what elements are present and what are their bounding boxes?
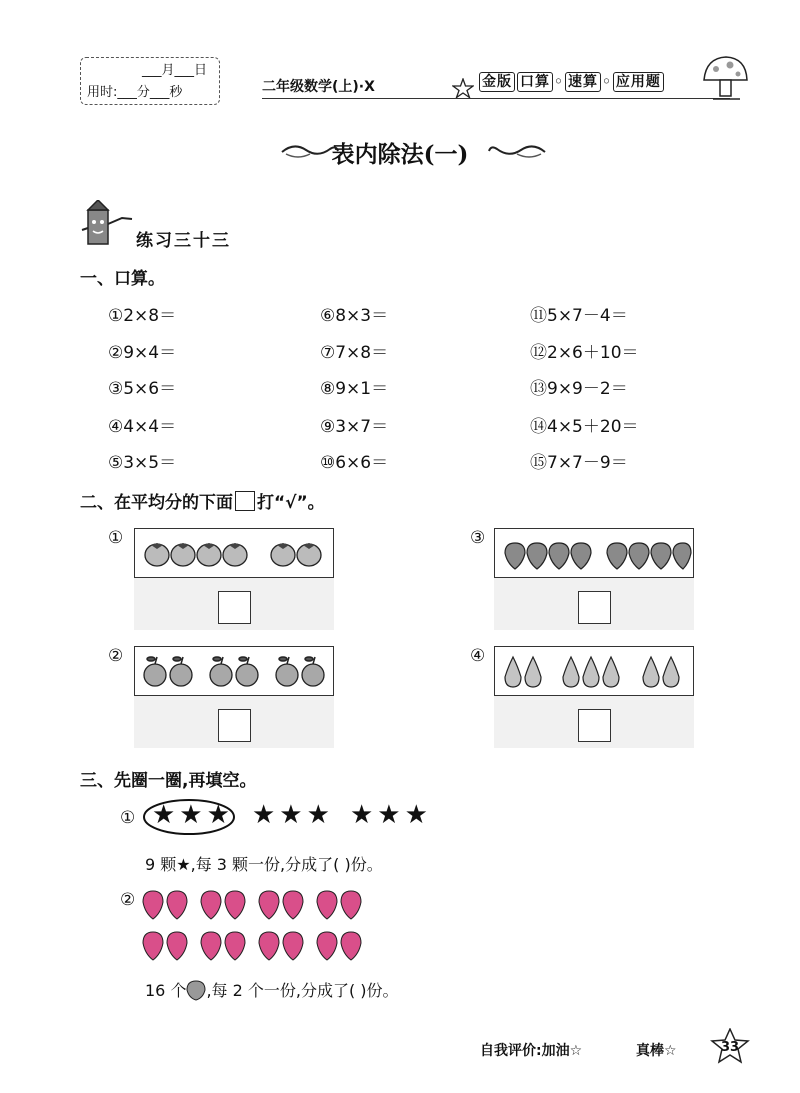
question-number: ② [120, 890, 136, 910]
section2-heading-post: 打“√”。 [257, 493, 325, 513]
question-number: ④ [470, 646, 486, 666]
pencil-mascot-icon [80, 200, 140, 250]
tomato-group-frame [134, 528, 334, 578]
oral-calc-item: ⑤3×5＝ [108, 453, 177, 473]
oral-calc-item: ⑮7×7－9＝ [530, 453, 628, 473]
header-rule [262, 98, 730, 99]
oral-calc-item: ⑦7×8＝ [320, 343, 389, 363]
oral-calc-item: ⑪5×7－4＝ [530, 306, 628, 326]
sentence-post: ,每 2 个一份,分成了( )份。 [206, 981, 399, 1000]
sentence-pre: 16 个 [145, 981, 187, 1000]
answer-checkbox[interactable] [578, 591, 611, 624]
question-number: ① [108, 528, 124, 548]
strawberry-icon [186, 979, 206, 1001]
self-evaluation: 自我评价:加油☆ [480, 1043, 583, 1059]
book-name: 二年级数学(上)·X [262, 79, 375, 95]
oral-calc-item: ③5×6＝ [108, 379, 177, 399]
oral-calc-item: ⑥8×3＝ [320, 306, 389, 326]
answer-checkbox[interactable] [218, 709, 251, 742]
oral-calc-item: ⑩6×6＝ [320, 453, 389, 473]
brand-series [478, 72, 665, 92]
star-group: ★★★ [152, 800, 234, 830]
mushroom-icon [700, 52, 750, 102]
brand-word: 速算 [565, 72, 601, 92]
strawberry-row-image [142, 926, 372, 966]
strawberry-row-image [142, 885, 372, 925]
question-number: ③ [470, 528, 486, 548]
oral-calc-item: ④4×4＝ [108, 417, 177, 437]
oral-calc-item: ⑨3×7＝ [320, 417, 389, 437]
apples-image [135, 647, 332, 694]
section2-heading-pre: 二、在平均分的下面 [80, 493, 233, 513]
date-line: ___月___日 [141, 63, 207, 78]
star-group: ★★★ [350, 800, 432, 830]
oral-calc-item: ⑬9×9－2＝ [530, 379, 628, 399]
brand-word: 金版 [479, 72, 515, 92]
brand-word: 应用题 [613, 72, 664, 92]
question-number: ① [120, 808, 136, 828]
flourish-right-icon [487, 140, 547, 162]
oral-calc-item: ⑫2×6＋10＝ [530, 343, 639, 363]
brand-separator: ◦ [554, 74, 564, 90]
brand-separator: ◦ [601, 74, 612, 90]
date-time-box [80, 57, 220, 105]
brand-word: 口算 [517, 72, 553, 92]
tomatoes-image [135, 529, 332, 576]
fill-in-sentence: 9 颗★,每 3 颗一份,分成了( )份。 [145, 855, 383, 874]
great-rating: 真棒☆ [636, 1043, 677, 1059]
answer-checkbox[interactable] [578, 709, 611, 742]
strawberries-image [495, 529, 692, 576]
time-line: 用时:___分___秒 [87, 85, 183, 100]
pear-group-frame [494, 646, 694, 696]
page-number: 33 [720, 1040, 740, 1055]
section1-heading: 一、口算。 [80, 269, 165, 289]
page-title: 表内除法(一) [331, 141, 469, 168]
question-number: ② [108, 646, 124, 666]
pears-image [495, 647, 692, 694]
star-group: ★★★ [252, 800, 334, 830]
answer-checkbox[interactable] [218, 591, 251, 624]
section2-heading [80, 488, 325, 513]
exercise-title: 练习三十三 [136, 231, 231, 251]
oral-calc-item: ⑧9×1＝ [320, 379, 389, 399]
oral-calc-item: ⑭4×5＋20＝ [530, 417, 639, 437]
apple-group-frame [134, 646, 334, 696]
star-icon [452, 78, 474, 98]
inline-checkbox-icon [235, 491, 255, 511]
section3-heading: 三、先圈一圈,再填空。 [80, 771, 257, 791]
strawberry-group-frame [494, 528, 694, 578]
fill-in-sentence [145, 978, 399, 1001]
oral-calc-item: ②9×4＝ [108, 343, 177, 363]
oral-calc-item: ①2×8＝ [108, 306, 177, 326]
